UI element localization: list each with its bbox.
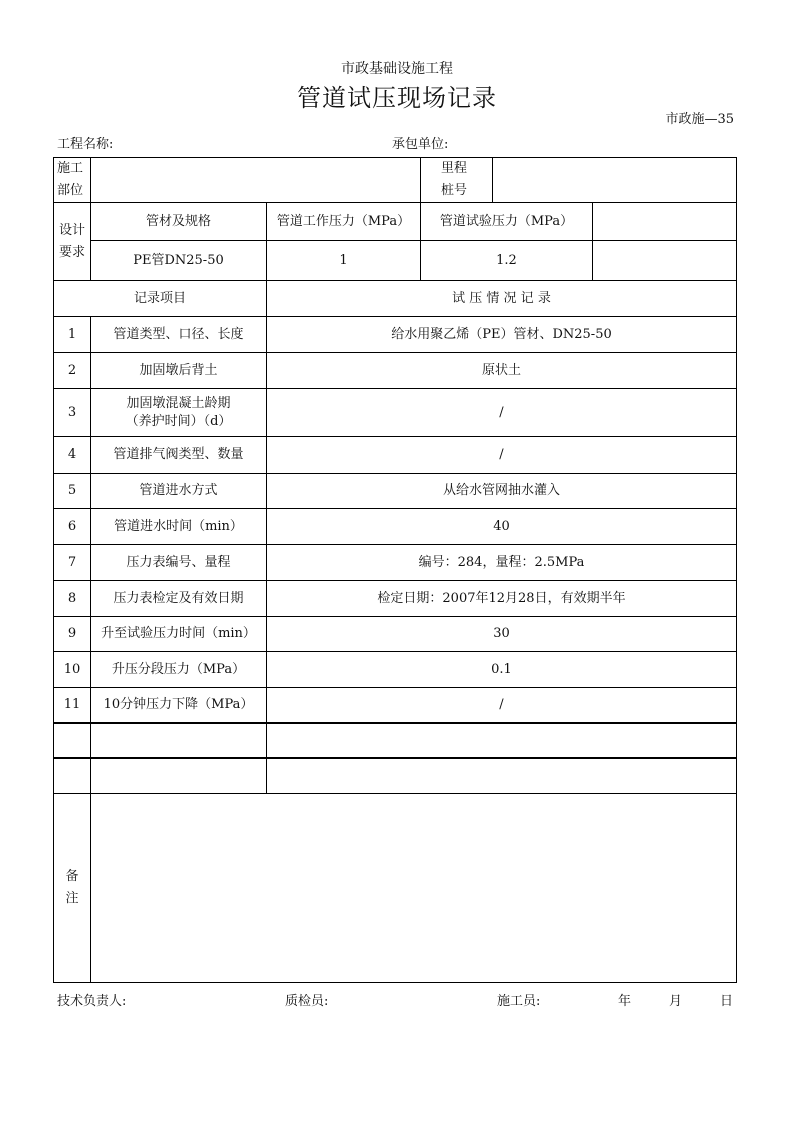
item-header: 记录项目	[54, 281, 267, 317]
row-value[interactable]: 30	[267, 617, 737, 652]
row-item: 加固墩后背土	[91, 353, 267, 389]
row-item: 压力表编号、量程	[91, 545, 267, 581]
row-number: 5	[54, 474, 91, 509]
row-value[interactable]: 40	[267, 509, 737, 545]
row-item: 压力表检定及有效日期	[91, 581, 267, 617]
section-value[interactable]	[91, 158, 421, 203]
blank-value-cell[interactable]	[593, 241, 737, 281]
row-number: 9	[54, 617, 91, 652]
row-value[interactable]: /	[267, 389, 737, 437]
row-number: 7	[54, 545, 91, 581]
row-value[interactable]: 检定日期：2007年12月28日，有效期半年	[267, 581, 737, 617]
month-label: 月	[669, 994, 683, 1009]
row-value[interactable]: 从给水管网抽水灌入	[267, 474, 737, 509]
day-label: 日	[720, 994, 734, 1009]
row-value[interactable]: 原状土	[267, 353, 737, 389]
constructor-label: 施工员:	[497, 994, 541, 1009]
table-row	[54, 389, 737, 437]
test-pressure-header: 管道试验压力（MPa）	[421, 203, 593, 241]
row-value[interactable]: 0.1	[267, 652, 737, 688]
row-number: 8	[54, 581, 91, 617]
row-item: 升至试验压力时间（min）	[91, 617, 267, 652]
row-number: 3	[54, 389, 91, 437]
project-name-label: 工程名称:	[57, 137, 114, 152]
mileage-label: 里程 桩号	[421, 158, 493, 203]
detail-header: 试 压 情 况 记 录	[267, 281, 737, 317]
material-header: 管材及规格	[91, 203, 267, 241]
row-item[interactable]	[91, 723, 267, 758]
table-row	[54, 317, 737, 353]
remarks-label: 备 注	[54, 794, 91, 983]
row-number: 4	[54, 437, 91, 474]
inspector-label: 质检员:	[285, 994, 329, 1009]
mileage-value[interactable]	[493, 158, 737, 203]
row-number: 2	[54, 353, 91, 389]
table-row	[54, 353, 737, 389]
table-row	[54, 509, 737, 545]
table-row	[54, 437, 737, 474]
row-value[interactable]	[267, 758, 737, 794]
table-row	[54, 688, 737, 723]
table-row	[54, 723, 737, 758]
section-label: 施工 部位	[54, 158, 91, 203]
row-value[interactable]: /	[267, 688, 737, 723]
row-item: 10分钟压力下降（MPa）	[91, 688, 267, 723]
table-row	[54, 758, 737, 794]
row-item[interactable]	[91, 758, 267, 794]
material-value[interactable]: PE管DN25-50	[91, 241, 267, 281]
row-number: 6	[54, 509, 91, 545]
form-number: 市政施—35	[665, 112, 734, 127]
row-number: 1	[54, 317, 91, 353]
row-value[interactable]	[267, 723, 737, 758]
row-number: 11	[54, 688, 91, 723]
work-pressure-value[interactable]: 1	[267, 241, 421, 281]
pressure-test-table	[53, 157, 737, 983]
table-row	[54, 617, 737, 652]
table-row	[54, 581, 737, 617]
remarks-field[interactable]	[91, 794, 737, 983]
form-subtitle: 市政基础设施工程	[341, 61, 453, 77]
contractor-label: 承包单位:	[392, 137, 449, 152]
work-pressure-header: 管道工作压力（MPa）	[267, 203, 421, 241]
tech-lead-label: 技术负责人:	[57, 994, 127, 1009]
table-row	[54, 474, 737, 509]
row-number	[54, 758, 91, 794]
test-pressure-value[interactable]: 1.2	[421, 241, 593, 281]
design-requirement-label: 设计 要求	[54, 203, 91, 281]
table-row	[54, 545, 737, 581]
row-item: 管道进水方式	[91, 474, 267, 509]
row-number	[54, 723, 91, 758]
blank-header-cell	[593, 203, 737, 241]
row-item: 管道类型、口径、长度	[91, 317, 267, 353]
year-label: 年	[618, 994, 632, 1009]
form-title: 管道试压现场记录	[297, 84, 497, 112]
row-number: 10	[54, 652, 91, 688]
row-item: 加固墩混凝土龄期 （养护时间）（d）	[91, 389, 267, 437]
row-value[interactable]: 给水用聚乙烯（PE）管材、DN25-50	[267, 317, 737, 353]
table-row	[54, 652, 737, 688]
row-value[interactable]: /	[267, 437, 737, 474]
row-value[interactable]: 编号：284，量程：2.5MPa	[267, 545, 737, 581]
row-item: 升压分段压力（MPa）	[91, 652, 267, 688]
row-item: 管道进水时间（min）	[91, 509, 267, 545]
row-item: 管道排气阀类型、数量	[91, 437, 267, 474]
